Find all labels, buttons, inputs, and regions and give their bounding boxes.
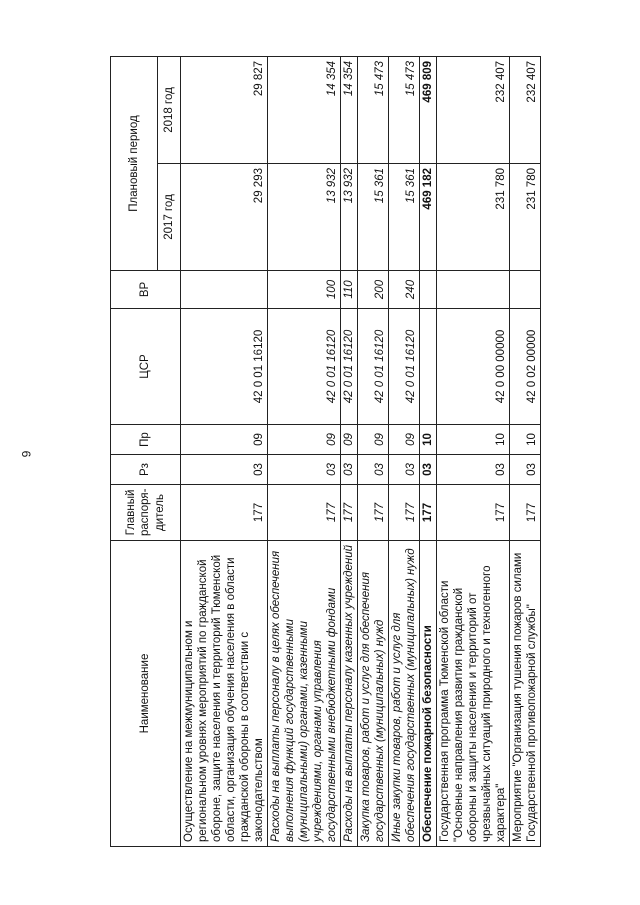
row-2017: 13 932 xyxy=(341,164,358,271)
row-2018: 469 809 xyxy=(420,56,437,163)
row-2018: 232 407 xyxy=(510,56,541,163)
row-pr: 09 xyxy=(268,425,341,455)
row-main-manager: 177 xyxy=(510,485,541,541)
header-main-manager: Главный распоря-дитель xyxy=(111,485,181,541)
row-csr: 42 0 01 16120 xyxy=(358,309,389,425)
row-name: Осуществление на межмуниципальном и региональном уровнях мероприятий по гражданской обороне, защите населения и территорий Тюменской области, организация обучения населения в области гражданской обороны в соответствии с законодательством xyxy=(181,541,268,847)
row-vr: 110 xyxy=(341,271,358,309)
row-csr: 42 0 01 16120 xyxy=(389,309,420,425)
row-vr: 200 xyxy=(358,271,389,309)
table-row xyxy=(181,56,268,846)
row-2017: 15 361 xyxy=(389,164,420,271)
row-pr: 10 xyxy=(437,425,510,455)
row-vr xyxy=(510,271,541,309)
row-vr xyxy=(420,271,437,309)
row-2018: 15 473 xyxy=(389,56,420,163)
row-name: Расходы на выплаты персоналу в целях обеспечения выполнения функций государственными (муниципальными) органами, казенными учреждениями, органами управления государственными внебюджетными фондами xyxy=(268,541,341,847)
row-2017: 231 780 xyxy=(510,164,541,271)
row-rz: 03 xyxy=(420,455,437,485)
row-pr: 09 xyxy=(358,425,389,455)
row-2017: 13 932 xyxy=(268,164,341,271)
row-name: Обеспечение пожарной безопасности xyxy=(420,541,437,847)
table-row xyxy=(341,56,358,846)
header-csr: ЦСР xyxy=(111,309,181,425)
row-main-manager: 177 xyxy=(420,485,437,541)
row-rz: 03 xyxy=(437,455,510,485)
row-pr: 09 xyxy=(389,425,420,455)
row-rz: 03 xyxy=(268,455,341,485)
row-2017: 15 361 xyxy=(358,164,389,271)
row-vr xyxy=(181,271,268,309)
row-name: Государственная программа Тюменской области "Основные направления развития гражданской обороны и защиты населения и территорий от чрезвычайных ситуаций природного и техногенного характера" xyxy=(437,541,510,847)
row-2018: 14 354 xyxy=(268,56,341,163)
row-name: Закупка товаров, работ и услуг для обеспечения государственных (муниципальных) нужд xyxy=(358,541,389,847)
table-row xyxy=(420,56,437,846)
row-rz: 03 xyxy=(181,455,268,485)
row-pr: 09 xyxy=(181,425,268,455)
table-row xyxy=(510,56,541,846)
row-pr: 10 xyxy=(510,425,541,455)
table-row xyxy=(268,56,341,846)
row-2018: 15 473 xyxy=(358,56,389,163)
row-2017: 469 182 xyxy=(420,164,437,271)
header-pr: Пр xyxy=(111,425,181,455)
table-row xyxy=(437,56,510,846)
row-2017: 231 780 xyxy=(437,164,510,271)
table-row xyxy=(389,56,420,846)
budget-table xyxy=(110,56,541,847)
row-main-manager: 177 xyxy=(268,485,341,541)
row-vr: 240 xyxy=(389,271,420,309)
row-2018: 14 354 xyxy=(341,56,358,163)
row-2017: 29 293 xyxy=(181,164,268,271)
header-planned-period: Плановый период xyxy=(111,56,158,270)
header-vr: ВР xyxy=(111,271,181,309)
row-name: Мероприятие "Организация тушения пожаров силами Государственной противопожарной службы" xyxy=(510,541,541,847)
row-csr: 42 0 02 00000 xyxy=(510,309,541,425)
table-row xyxy=(358,56,389,846)
row-name: Иные закупки товаров, работ и услуг для обеспечения государственных (муниципальных) нужд xyxy=(389,541,420,847)
row-rz: 03 xyxy=(341,455,358,485)
table-body xyxy=(181,56,541,846)
header-year-2017: 2017 год xyxy=(158,164,181,271)
row-pr: 10 xyxy=(420,425,437,455)
row-vr xyxy=(437,271,510,309)
row-csr: 42 0 01 16120 xyxy=(181,309,268,425)
row-main-manager: 177 xyxy=(437,485,510,541)
row-main-manager: 177 xyxy=(181,485,268,541)
page-number: 6 xyxy=(19,450,33,458)
row-2018: 29 827 xyxy=(181,56,268,163)
row-pr: 09 xyxy=(341,425,358,455)
rotated-table-container xyxy=(110,57,539,847)
row-main-manager: 177 xyxy=(358,485,389,541)
row-csr: 42 0 00 00000 xyxy=(437,309,510,425)
row-csr xyxy=(420,309,437,425)
row-csr: 42 0 01 16120 xyxy=(341,309,358,425)
row-rz: 03 xyxy=(389,455,420,485)
row-rz: 03 xyxy=(510,455,541,485)
row-vr: 100 xyxy=(268,271,341,309)
row-name: Расходы на выплаты персоналу казенных учреждений xyxy=(341,541,358,847)
header-name: Наименование xyxy=(111,541,181,847)
row-csr: 42 0 01 16120 xyxy=(268,309,341,425)
row-main-manager: 177 xyxy=(341,485,358,541)
row-rz: 03 xyxy=(358,455,389,485)
row-2018: 232 407 xyxy=(437,56,510,163)
header-rz: Рз xyxy=(111,455,181,485)
header-year-2018: 2018 год xyxy=(158,56,181,163)
row-main-manager: 177 xyxy=(389,485,420,541)
